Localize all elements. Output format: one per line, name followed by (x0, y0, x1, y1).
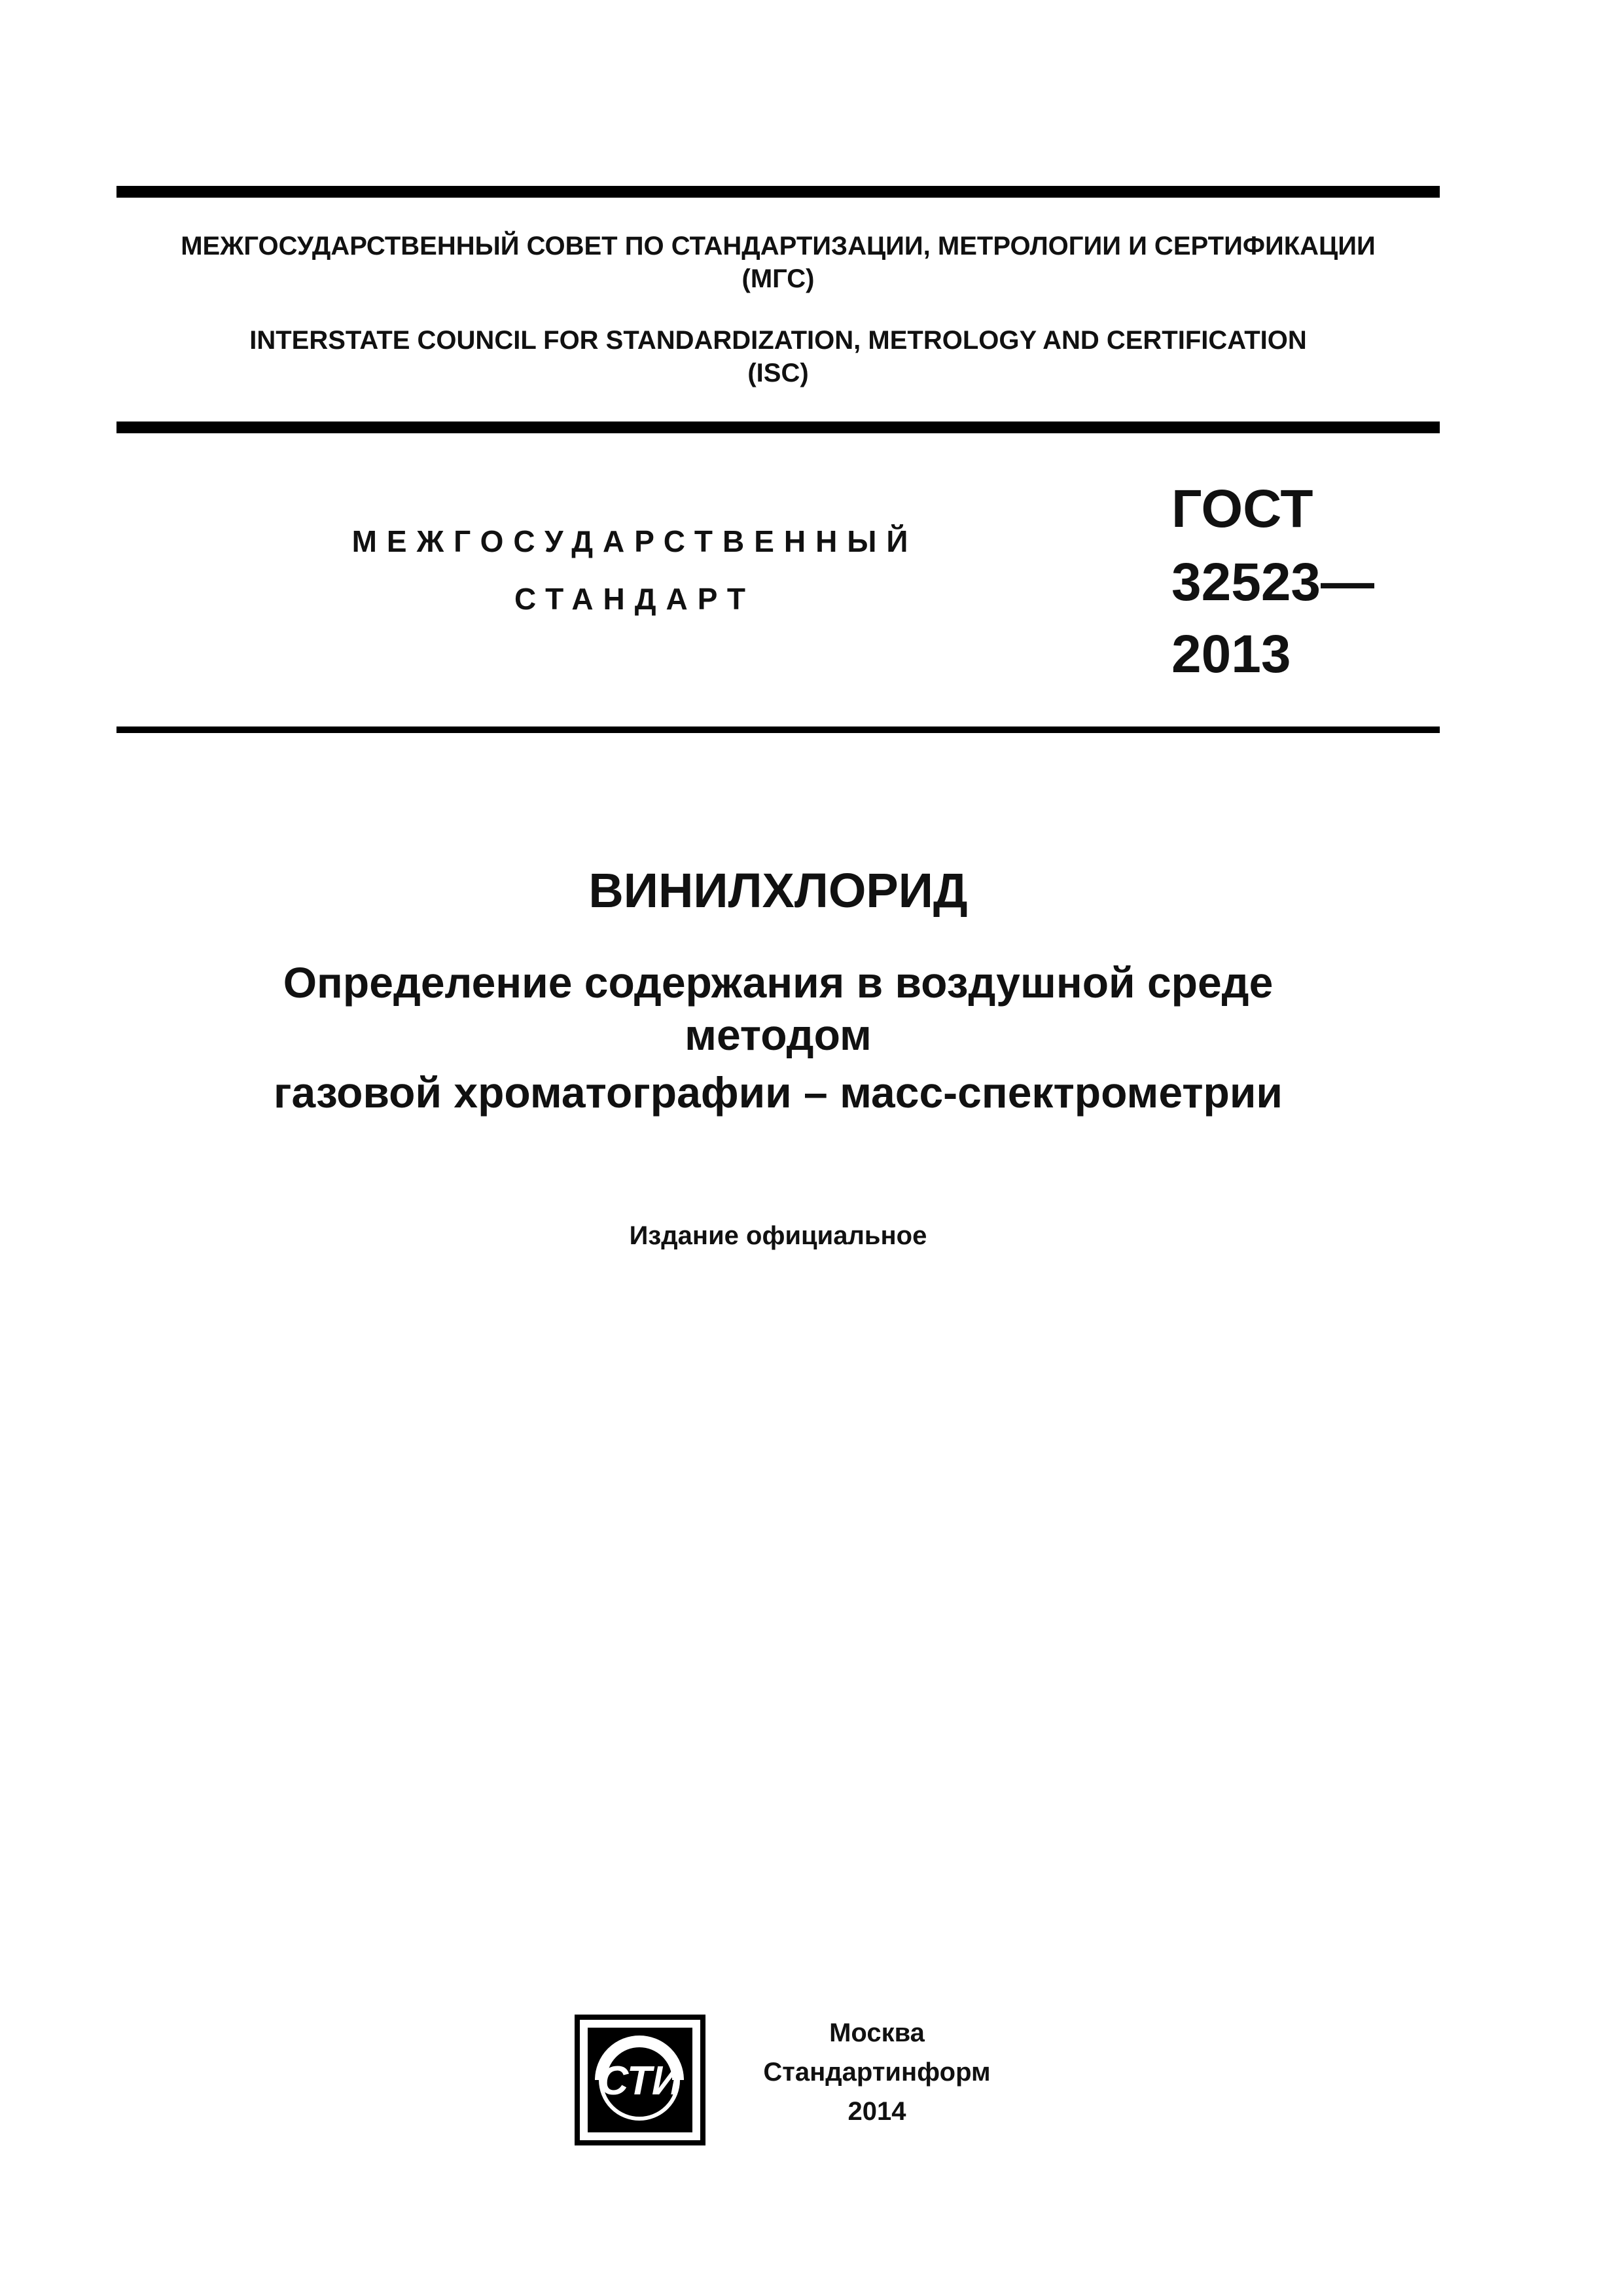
edition-label: Издание официальное (629, 1221, 927, 1250)
top-rule (116, 186, 1440, 198)
document-subtitle-line1: Определение содержания в воздушной среде (283, 958, 1274, 1007)
council-en-abbr: (ISC) (747, 359, 809, 387)
council-ru: МЕЖГОСУДАРСТВЕННЫЙ СОВЕТ ПО СТАНДАРТИЗАЦИИ, МЕТРОЛОГИИ И СЕРТИФИКАЦИИ (181, 232, 1376, 260)
document-subtitle-line2: методом (685, 1011, 872, 1059)
lower-rule (116, 726, 1440, 733)
middle-rule (116, 422, 1440, 433)
gost-number: 32523— (1171, 552, 1375, 612)
document-title: ВИНИЛХЛОРИД (588, 863, 968, 918)
council-en: INTERSTATE COUNCIL FOR STANDARDIZATION, METROLOGY AND CERTIFICATION (249, 326, 1307, 355)
document-subtitle-line3: газовой хроматографии – масс-спектрометрии (274, 1068, 1283, 1117)
svg-text:СТИ: СТИ (599, 2058, 681, 2104)
council-ru-abbr: (МГС) (741, 264, 815, 293)
publisher-year: 2014 (847, 2097, 906, 2126)
publisher-logo (575, 2015, 705, 2145)
gost-year: 2013 (1171, 624, 1291, 684)
standard-type-line2: СТАНДАРТ (514, 582, 755, 616)
publisher-name: Стандартинформ (763, 2058, 991, 2087)
standartinform-logo-icon (575, 2015, 705, 2145)
gost-label: ГОСТ (1171, 479, 1313, 539)
publisher-city: Москва (829, 2018, 925, 2047)
standard-type-line1: МЕЖГОСУДАРСТВЕННЫЙ (351, 524, 918, 558)
